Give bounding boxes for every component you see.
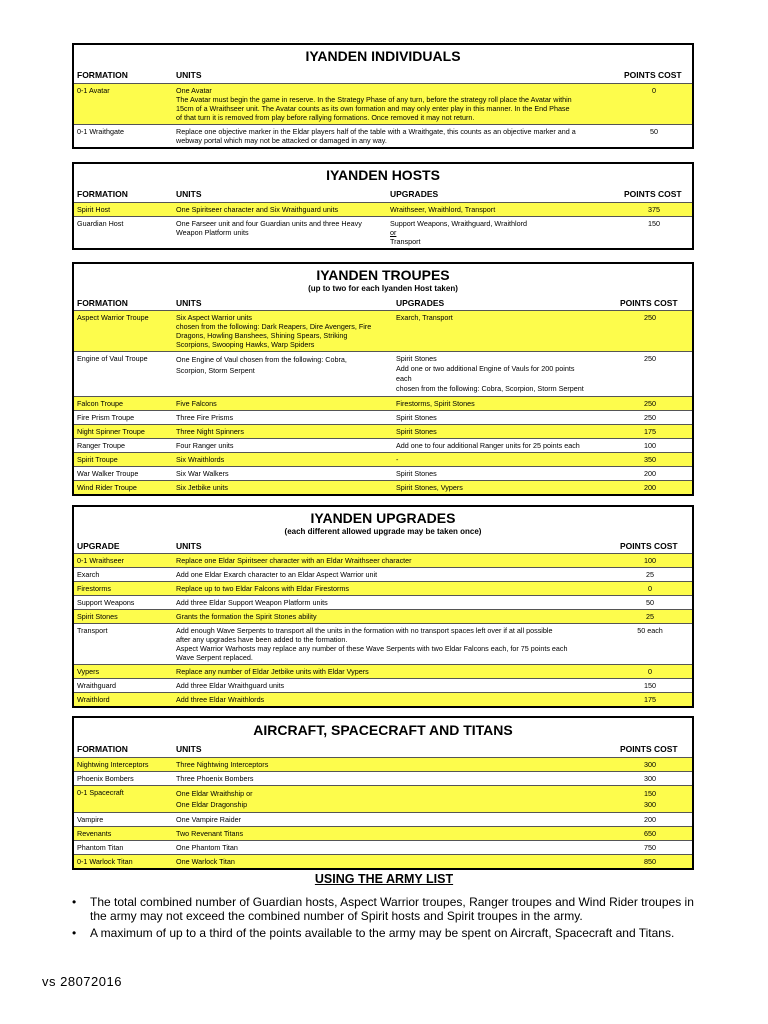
points-cell: 200 bbox=[644, 815, 656, 824]
header-formation: FORMATION bbox=[77, 298, 128, 308]
upgrade-cell: Wraithlord bbox=[77, 695, 110, 704]
upgrades-cell: Exarch, Transport bbox=[396, 313, 453, 322]
using-bullet-list bbox=[72, 895, 696, 943]
header-upgrades: UPGRADES bbox=[390, 189, 439, 199]
header-units: UNITS bbox=[176, 189, 202, 199]
points-cell: 150 bbox=[648, 219, 660, 228]
upgrades-cell: Spirit Stones bbox=[396, 427, 437, 436]
upgrades-header bbox=[74, 537, 692, 553]
table-row bbox=[74, 678, 692, 692]
formation-cell: Vampire bbox=[77, 815, 104, 824]
table-row bbox=[74, 785, 692, 812]
points-cell: 350 bbox=[644, 455, 656, 464]
troupes-subtitle: (up to two for each Iyanden Host taken) bbox=[308, 284, 458, 293]
points-cell: 250 bbox=[644, 354, 656, 363]
table-row bbox=[74, 216, 692, 248]
table-row bbox=[74, 854, 692, 868]
header-points: POINTS COST bbox=[620, 298, 678, 308]
units-cell: Add one Eldar Exarch character to an Eldar Aspect Warrior unit bbox=[176, 570, 378, 579]
upgrade-cell: Support Weapons bbox=[77, 598, 135, 607]
formation-cell: 0-1 Avatar bbox=[77, 86, 110, 95]
formation-cell: Falcon Troupe bbox=[77, 399, 123, 408]
points-cell: 150 300 bbox=[644, 789, 656, 809]
points-cell: 250 bbox=[644, 413, 656, 422]
formation-cell: Spirit Host bbox=[77, 205, 111, 214]
formation-cell: 0-1 Warlock Titan bbox=[77, 857, 133, 866]
formation-cell: Guardian Host bbox=[77, 219, 124, 228]
hosts-title: IYANDEN HOSTS bbox=[326, 167, 440, 183]
units-cell: One Avatar The Avatar must begin the game in reserve. In the Strategy Phase of any turn, before the strategy roll place the Avatar within 15cm of a Wraithseer unit. The Avatar counts as its own formation and may only enter play in this manner. In the End Phase of that turn it is removed from play before rallying formations. Once removed it may not return. bbox=[176, 86, 572, 122]
formation-cell: Ranger Troupe bbox=[77, 441, 125, 450]
formation-cell: Nightwing Interceptors bbox=[77, 760, 149, 769]
upgrades-table bbox=[72, 505, 694, 708]
table-row bbox=[74, 826, 692, 840]
units-cell: Six Wraithlords bbox=[176, 455, 225, 464]
units-cell: Add enough Wave Serpents to transport all the units in the formation with no transport spaces left over if at all possible after any upgrades have been added to the formation. Aspect Warrior Warhosts may replace any number of these Wave Serpents with two Eldar Falcons each, for 75 points each Wave Serpent replaced. bbox=[176, 626, 568, 662]
upgrades-title: IYANDEN UPGRADES bbox=[310, 510, 456, 526]
header-formation: FORMATION bbox=[77, 744, 128, 754]
upgrades-subtitle: (each different allowed upgrade may be taken once) bbox=[284, 527, 482, 536]
table-row bbox=[74, 757, 692, 771]
table-row bbox=[74, 623, 692, 664]
units-cell: Replace up to two Eldar Falcons with Eldar Firestorms bbox=[176, 584, 349, 593]
formation-cell: War Walker Troupe bbox=[77, 469, 139, 478]
version-label: vs 28072016 bbox=[42, 974, 122, 989]
header-upgrades: UPGRADES bbox=[396, 298, 445, 308]
hosts-table bbox=[72, 162, 694, 250]
upgrades-cell: - bbox=[396, 455, 399, 464]
units-cell: Three Fire Prisms bbox=[176, 413, 234, 422]
points-cell: 375 bbox=[648, 205, 660, 214]
upgrade-cell: 0-1 Wraithseer bbox=[77, 556, 125, 565]
header-units: UNITS bbox=[176, 744, 202, 754]
formation-cell: Fire Prism Troupe bbox=[77, 413, 135, 422]
points-cell: 50 each bbox=[637, 626, 663, 635]
header-formation: FORMATION bbox=[77, 70, 128, 80]
upgrades-cell: Add one to four additional Ranger units for 25 points each bbox=[396, 441, 580, 450]
upgrades-cell: Support Weapons, Wraithguard, Wraithlord or Transport bbox=[390, 219, 528, 246]
upgrade-cell: Wraithguard bbox=[77, 681, 117, 690]
units-cell: Six War Walkers bbox=[176, 469, 229, 478]
upgrades-cell: Firestorms, Spirit Stones bbox=[396, 399, 475, 408]
upgrades-cell: Spirit Stones Add one or two additional Engine of Vauls for 200 points each chosen from the following: Cobra, Scorpion, Storm Serpent bbox=[396, 354, 584, 393]
table-row bbox=[74, 480, 692, 494]
points-cell: 0 bbox=[648, 667, 652, 676]
table-row bbox=[74, 124, 692, 147]
points-cell: 175 bbox=[644, 695, 656, 704]
units-cell: Two Revenant Titans bbox=[176, 829, 244, 838]
table-row bbox=[74, 424, 692, 438]
individuals-title: IYANDEN INDIVIDUALS bbox=[305, 48, 461, 64]
header-points: POINTS COST bbox=[620, 541, 678, 551]
units-cell: Three Nightwing Interceptors bbox=[176, 760, 269, 769]
formation-cell: Aspect Warrior Troupe bbox=[77, 313, 149, 322]
points-cell: 50 bbox=[650, 127, 658, 136]
points-cell: 300 bbox=[644, 774, 656, 783]
header-formation: FORMATION bbox=[77, 189, 128, 199]
points-cell: 300 bbox=[644, 760, 656, 769]
units-cell: One Engine of Vaul chosen from the following: Cobra, Scorpion, Storm Serpent bbox=[176, 355, 347, 375]
table-row bbox=[74, 581, 692, 595]
points-cell: 250 bbox=[644, 399, 656, 408]
formation-cell: Engine of Vaul Troupe bbox=[77, 354, 148, 363]
table-row bbox=[74, 351, 692, 396]
hosts-header bbox=[74, 184, 692, 202]
bullet-icon: • bbox=[72, 895, 77, 909]
aircraft-table bbox=[72, 716, 694, 870]
table-row bbox=[74, 410, 692, 424]
header-points: POINTS COST bbox=[624, 70, 682, 80]
individuals-header bbox=[74, 65, 692, 83]
points-cell: 100 bbox=[644, 556, 656, 565]
units-cell: One Eldar Wraithship or One Eldar Dragonship bbox=[176, 789, 253, 809]
points-cell: 650 bbox=[644, 829, 656, 838]
points-cell: 150 bbox=[644, 681, 656, 690]
upgrade-cell: Firestorms bbox=[77, 584, 111, 593]
units-cell: Six Jetbike units bbox=[176, 483, 228, 492]
upgrade-cell: Transport bbox=[77, 626, 108, 635]
points-cell: 200 bbox=[644, 483, 656, 492]
table-row bbox=[74, 567, 692, 581]
units-cell: One Phantom Titan bbox=[176, 843, 238, 852]
units-cell: One Spiritseer character and Six Wraithguard units bbox=[176, 205, 339, 214]
units-cell: Add three Eldar Wraithlords bbox=[176, 695, 265, 704]
header-points: POINTS COST bbox=[620, 744, 678, 754]
points-cell: 100 bbox=[644, 441, 656, 450]
points-cell: 50 bbox=[646, 598, 654, 607]
aircraft-header bbox=[74, 739, 692, 757]
header-units: UNITS bbox=[176, 298, 202, 308]
table-row bbox=[74, 692, 692, 706]
units-cell: Replace any number of Eldar Jetbike units with Eldar Vypers bbox=[176, 667, 369, 676]
formation-cell: Spirit Troupe bbox=[77, 455, 118, 464]
upgrades-cell: Wraithseer, Wraithlord, Transport bbox=[390, 205, 496, 214]
upgrades-cell: Spirit Stones bbox=[396, 469, 437, 478]
units-cell: Three Night Spinners bbox=[176, 427, 244, 436]
units-cell: One Warlock Titan bbox=[176, 857, 235, 866]
bullet-icon: • bbox=[72, 926, 77, 940]
table-row bbox=[74, 840, 692, 854]
table-row bbox=[74, 438, 692, 452]
points-cell: 0 bbox=[652, 86, 656, 95]
upgrade-cell: Vypers bbox=[77, 667, 100, 676]
table-row bbox=[74, 452, 692, 466]
table-row bbox=[74, 553, 692, 567]
formation-cell: Night Spinner Troupe bbox=[77, 427, 145, 436]
upgrade-cell: Spirit Stones bbox=[77, 612, 118, 621]
aircraft-title: AIRCRAFT, SPACECRAFT AND TITANS bbox=[253, 722, 513, 738]
units-cell: Six Aspect Warrior units chosen from the following: Dark Reapers, Dire Avengers, Fire Dragons, Howling Banshees, Shining Spears, Striking Scorpions, Swooping Hawks, Warp Spiders bbox=[176, 313, 372, 349]
units-cell: Replace one objective marker in the Eldar players half of the table with a Wraithgate, this counts as an objective marker and a webway portal which may not be attacked or damaged in any way. bbox=[176, 127, 576, 145]
table-row bbox=[74, 396, 692, 410]
units-cell: One Vampire Raider bbox=[176, 815, 241, 824]
units-cell: Four Ranger units bbox=[176, 441, 234, 450]
table-row bbox=[74, 202, 692, 216]
upgrade-cell: Exarch bbox=[77, 570, 100, 579]
formation-cell: 0-1 Spacecraft bbox=[77, 788, 124, 797]
points-cell: 250 bbox=[644, 313, 656, 322]
units-cell: One Farseer unit and four Guardian units and three Heavy Weapon Platform units bbox=[176, 219, 362, 237]
table-row bbox=[74, 466, 692, 480]
troupes-header bbox=[74, 294, 692, 310]
points-cell: 25 bbox=[646, 570, 654, 579]
table-row bbox=[74, 771, 692, 785]
points-cell: 25 bbox=[646, 612, 654, 621]
units-cell: Three Phoenix Bombers bbox=[176, 774, 254, 783]
table-row bbox=[74, 595, 692, 609]
individuals-table bbox=[72, 43, 694, 149]
formation-cell: Revenants bbox=[77, 829, 112, 838]
upgrades-cell: Spirit Stones bbox=[396, 413, 437, 422]
points-cell: 750 bbox=[644, 843, 656, 852]
points-cell: 200 bbox=[644, 469, 656, 478]
troupes-table bbox=[72, 262, 694, 496]
table-row bbox=[74, 310, 692, 351]
points-cell: 850 bbox=[644, 857, 656, 866]
formation-cell: Wind Rider Troupe bbox=[77, 483, 137, 492]
header-points: POINTS COST bbox=[624, 189, 682, 199]
units-cell: Five Falcons bbox=[176, 399, 217, 408]
formation-cell: Phoenix Bombers bbox=[77, 774, 134, 783]
list-item: • A maximum of up to a third of the points available to the army may be spent on Aircraft, Spacecraft and Titans. bbox=[72, 926, 675, 940]
list-item: • The total combined number of Guardian hosts, Aspect Warrior troupes, Ranger troupes and Wind Rider troupes in the army may not exceed the combined number of Spirit hosts and Spirit troupes in the army. bbox=[72, 895, 694, 923]
formation-cell: Phantom Titan bbox=[77, 843, 124, 852]
table-row bbox=[74, 664, 692, 678]
points-cell: 175 bbox=[644, 427, 656, 436]
troupes-title: IYANDEN TROUPES bbox=[316, 267, 450, 283]
table-row bbox=[74, 83, 692, 124]
header-units: UNITS bbox=[176, 70, 202, 80]
upgrades-cell: Spirit Stones, Vypers bbox=[396, 483, 463, 492]
table-row bbox=[74, 812, 692, 826]
units-cell: Grants the formation the Spirit Stones ability bbox=[176, 612, 317, 621]
points-cell: 0 bbox=[648, 584, 652, 593]
units-cell: Replace one Eldar Spiritseer character with an Eldar Wraithseer character bbox=[176, 556, 412, 565]
units-cell: Add three Eldar Wraithguard units bbox=[176, 681, 285, 690]
table-row bbox=[74, 609, 692, 623]
units-cell: Add three Eldar Support Weapon Platform units bbox=[176, 598, 328, 607]
formation-cell: 0-1 Wraithgate bbox=[77, 127, 125, 136]
header-units: UNITS bbox=[176, 541, 202, 551]
header-upgrade: UPGRADE bbox=[77, 541, 120, 551]
using-title: USING THE ARMY LIST bbox=[314, 872, 454, 886]
